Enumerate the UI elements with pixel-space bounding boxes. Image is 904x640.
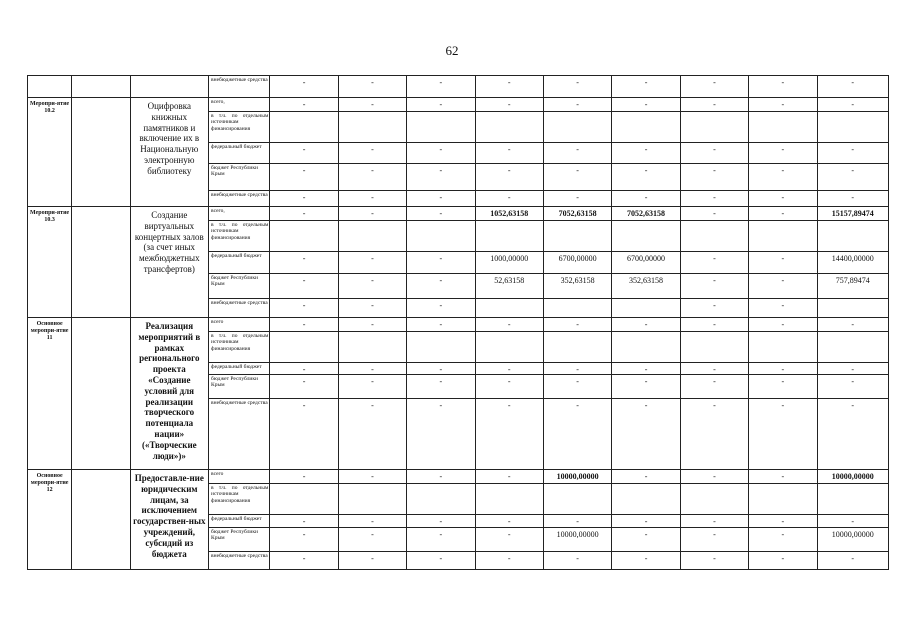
- value-cell: 6700,00000: [543, 252, 611, 274]
- value-cell: -: [612, 375, 680, 399]
- funding-source: в т.ч. по отдельным источникам финансирования: [209, 221, 270, 252]
- page-number: 62: [445, 43, 459, 58]
- value-cell: 52,63158: [475, 274, 543, 299]
- value-cell: 10000,00000: [817, 528, 889, 552]
- funding-source: федеральный бюджет: [209, 252, 270, 274]
- value-cell: -: [817, 98, 889, 112]
- value-cell: -: [543, 143, 611, 164]
- table-row: [28, 470, 889, 484]
- value-cell: -: [338, 375, 406, 399]
- value-cell: -: [543, 363, 611, 375]
- funding-source: внебюджетные средства: [209, 191, 270, 207]
- value-cell: [749, 484, 817, 515]
- value-cell: -: [475, 318, 543, 332]
- funding-source: внебюджетные средства: [209, 552, 270, 570]
- table-row: [28, 76, 889, 98]
- value-cell: -: [338, 191, 406, 207]
- funding-source: всего,: [209, 207, 270, 221]
- value-cell: -: [612, 98, 680, 112]
- value-cell: -: [270, 318, 338, 332]
- value-cell: [407, 221, 475, 252]
- value-cell: -: [407, 363, 475, 375]
- value-cell: -: [543, 318, 611, 332]
- value-cell: -: [680, 470, 748, 484]
- measure-label: Основное меропри-ятие 11: [28, 318, 72, 470]
- value-cell: [543, 299, 611, 318]
- value-cell: -: [612, 470, 680, 484]
- value-cell: -: [817, 515, 889, 528]
- value-cell: -: [817, 552, 889, 570]
- value-cell: -: [338, 76, 406, 98]
- value-cell: [475, 332, 543, 363]
- value-cell: [475, 221, 543, 252]
- value-cell: 7052,63158: [612, 207, 680, 221]
- value-cell: [270, 484, 338, 515]
- table-row: [28, 98, 889, 112]
- responsible-cell: [72, 76, 130, 98]
- value-cell: -: [338, 274, 406, 299]
- measure-name: Создание виртуальных концертных залов (за счет иных межбюджетных трансфертов): [130, 207, 208, 318]
- value-cell: -: [475, 76, 543, 98]
- value-cell: -: [338, 318, 406, 332]
- value-cell: 352,63158: [612, 274, 680, 299]
- value-cell: -: [407, 164, 475, 191]
- value-cell: [612, 221, 680, 252]
- value-cell: -: [407, 528, 475, 552]
- value-cell: -: [270, 252, 338, 274]
- value-cell: -: [338, 363, 406, 375]
- value-cell: -: [680, 299, 748, 318]
- value-cell: -: [543, 515, 611, 528]
- value-cell: [680, 332, 748, 363]
- funding-source-cell: внебюджетные средства: [209, 76, 270, 98]
- value-cell: -: [749, 207, 817, 221]
- measure-label: Основное меропри-ятие 12: [28, 470, 72, 570]
- value-cell: -: [407, 207, 475, 221]
- value-cell: -: [475, 191, 543, 207]
- value-cell: -: [817, 143, 889, 164]
- value-cell: [270, 221, 338, 252]
- table-row: [28, 318, 889, 332]
- value-cell: -: [270, 274, 338, 299]
- value-cell: -: [680, 363, 748, 375]
- value-cell: -: [270, 299, 338, 318]
- value-cell: [749, 332, 817, 363]
- value-cell: -: [270, 76, 338, 98]
- measure-name: Оцифровка книжных памятников и включение их в Национальную электронную библиотеку: [130, 98, 208, 207]
- value-cell: [817, 112, 889, 143]
- value-cell: -: [270, 143, 338, 164]
- value-cell: -: [270, 191, 338, 207]
- value-cell: -: [749, 252, 817, 274]
- responsible-cell: [72, 207, 130, 318]
- measure-name: Предоставле-ние юридическим лицам, за исключением государствен-ных учреждений, субсидий из бюджета: [130, 470, 208, 570]
- value-cell: -: [475, 363, 543, 375]
- value-cell: [338, 484, 406, 515]
- value-cell: 7052,63158: [543, 207, 611, 221]
- value-cell: -: [407, 252, 475, 274]
- value-cell: [612, 484, 680, 515]
- value-cell: -: [680, 375, 748, 399]
- value-cell: -: [407, 375, 475, 399]
- funding-source: всего: [209, 318, 270, 332]
- value-cell: -: [749, 515, 817, 528]
- value-cell: -: [475, 470, 543, 484]
- value-cell: -: [749, 143, 817, 164]
- value-cell: -: [749, 299, 817, 318]
- funding-source: федеральный бюджет: [209, 515, 270, 528]
- value-cell: -: [749, 375, 817, 399]
- value-cell: [338, 332, 406, 363]
- value-cell: 757,89474: [817, 274, 889, 299]
- value-cell: -: [270, 363, 338, 375]
- value-cell: -: [338, 299, 406, 318]
- value-cell: -: [817, 164, 889, 191]
- value-cell: -: [612, 552, 680, 570]
- value-cell: -: [407, 515, 475, 528]
- value-cell: [680, 484, 748, 515]
- value-cell: -: [338, 98, 406, 112]
- responsible-cell: [72, 470, 130, 570]
- value-cell: -: [407, 143, 475, 164]
- funding-source: бюджет Республики Крым: [209, 528, 270, 552]
- value-cell: -: [817, 399, 889, 470]
- value-cell: [543, 332, 611, 363]
- value-cell: -: [270, 98, 338, 112]
- value-cell: -: [612, 399, 680, 470]
- value-cell: -: [475, 98, 543, 112]
- value-cell: -: [680, 515, 748, 528]
- value-cell: -: [338, 515, 406, 528]
- value-cell: -: [543, 98, 611, 112]
- value-cell: -: [817, 76, 889, 98]
- value-cell: -: [543, 191, 611, 207]
- value-cell: [612, 332, 680, 363]
- value-cell: -: [407, 299, 475, 318]
- value-cell: -: [749, 552, 817, 570]
- measure-name-cell: [130, 76, 208, 98]
- funding-source: бюджет Республики Крым: [209, 274, 270, 299]
- funding-source: внебюджетные средства: [209, 299, 270, 318]
- value-cell: -: [407, 191, 475, 207]
- value-cell: 10000,00000: [543, 528, 611, 552]
- funding-source: внебюджетные средства: [209, 399, 270, 470]
- value-cell: [817, 484, 889, 515]
- value-cell: [407, 332, 475, 363]
- value-cell: -: [475, 515, 543, 528]
- value-cell: -: [543, 76, 611, 98]
- value-cell: 1052,63158: [475, 207, 543, 221]
- value-cell: [475, 299, 543, 318]
- value-cell: -: [680, 528, 748, 552]
- funding-source: бюджет Республики Крым: [209, 164, 270, 191]
- value-cell: -: [680, 164, 748, 191]
- value-cell: -: [612, 164, 680, 191]
- value-cell: -: [270, 207, 338, 221]
- value-cell: [817, 299, 889, 318]
- value-cell: [407, 112, 475, 143]
- value-cell: -: [749, 399, 817, 470]
- value-cell: -: [407, 274, 475, 299]
- value-cell: -: [270, 515, 338, 528]
- measure-label: Меропри-ятие 10.2: [28, 98, 72, 207]
- value-cell: -: [475, 528, 543, 552]
- funding-source: всего,: [209, 98, 270, 112]
- value-cell: -: [543, 164, 611, 191]
- value-cell: -: [817, 375, 889, 399]
- value-cell: -: [749, 76, 817, 98]
- value-cell: [680, 221, 748, 252]
- value-cell: -: [543, 375, 611, 399]
- value-cell: -: [612, 191, 680, 207]
- value-cell: -: [817, 191, 889, 207]
- value-cell: -: [680, 552, 748, 570]
- funding-source: всего: [209, 470, 270, 484]
- value-cell: -: [749, 274, 817, 299]
- value-cell: -: [338, 552, 406, 570]
- value-cell: [338, 221, 406, 252]
- value-cell: -: [749, 363, 817, 375]
- value-cell: [475, 112, 543, 143]
- value-cell: -: [543, 552, 611, 570]
- value-cell: -: [749, 470, 817, 484]
- value-cell: -: [338, 143, 406, 164]
- measure-name: Реализация мероприятий в рамках регионального проекта «Создание условий для реализации творческого потенциала нации» («Творческие люди»)»: [130, 318, 208, 470]
- funding-source: федеральный бюджет: [209, 363, 270, 375]
- value-cell: -: [680, 252, 748, 274]
- value-cell: -: [338, 528, 406, 552]
- value-cell: [749, 112, 817, 143]
- value-cell: -: [407, 470, 475, 484]
- value-cell: -: [475, 375, 543, 399]
- value-cell: [338, 112, 406, 143]
- value-cell: -: [338, 207, 406, 221]
- value-cell: -: [270, 528, 338, 552]
- value-cell: -: [612, 318, 680, 332]
- value-cell: -: [612, 515, 680, 528]
- value-cell: 14400,00000: [817, 252, 889, 274]
- value-cell: -: [680, 191, 748, 207]
- value-cell: -: [338, 470, 406, 484]
- measure-label: Меропри-ятие 10.3: [28, 207, 72, 318]
- value-cell: 15157,89474: [817, 207, 889, 221]
- value-cell: 1000,00000: [475, 252, 543, 274]
- value-cell: [612, 112, 680, 143]
- value-cell: 10000,00000: [543, 470, 611, 484]
- funding-source: федеральный бюджет: [209, 143, 270, 164]
- value-cell: -: [338, 164, 406, 191]
- value-cell: -: [407, 76, 475, 98]
- funding-source: в т.ч. по отдельным источникам финансирования: [209, 332, 270, 363]
- value-cell: -: [475, 399, 543, 470]
- value-cell: -: [612, 76, 680, 98]
- value-cell: -: [612, 363, 680, 375]
- value-cell: -: [680, 399, 748, 470]
- value-cell: -: [612, 528, 680, 552]
- value-cell: [680, 112, 748, 143]
- value-cell: -: [817, 318, 889, 332]
- value-cell: -: [749, 318, 817, 332]
- value-cell: -: [680, 76, 748, 98]
- value-cell: -: [407, 98, 475, 112]
- value-cell: -: [749, 191, 817, 207]
- value-cell: [817, 221, 889, 252]
- value-cell: -: [680, 98, 748, 112]
- value-cell: -: [475, 552, 543, 570]
- value-cell: -: [407, 399, 475, 470]
- value-cell: -: [270, 470, 338, 484]
- value-cell: 10000,00000: [817, 470, 889, 484]
- value-cell: -: [749, 164, 817, 191]
- funding-source: в т.ч. по отдельным источникам финансирования: [209, 484, 270, 515]
- value-cell: [612, 299, 680, 318]
- value-cell: [475, 484, 543, 515]
- value-cell: -: [749, 98, 817, 112]
- value-cell: -: [680, 143, 748, 164]
- value-cell: -: [680, 274, 748, 299]
- value-cell: -: [612, 143, 680, 164]
- value-cell: -: [270, 164, 338, 191]
- responsible-cell: [72, 318, 130, 470]
- value-cell: [543, 484, 611, 515]
- value-cell: -: [817, 363, 889, 375]
- value-cell: 6700,00000: [612, 252, 680, 274]
- value-cell: -: [270, 552, 338, 570]
- value-cell: 352,63158: [543, 274, 611, 299]
- value-cell: -: [270, 375, 338, 399]
- funding-source: в т.ч. по отдельным источникам финансирования: [209, 112, 270, 143]
- responsible-cell: [72, 98, 130, 207]
- value-cell: [270, 332, 338, 363]
- value-cell: -: [543, 399, 611, 470]
- value-cell: -: [749, 528, 817, 552]
- value-cell: [407, 484, 475, 515]
- value-cell: -: [475, 143, 543, 164]
- value-cell: -: [680, 207, 748, 221]
- value-cell: -: [338, 252, 406, 274]
- funding-table: [27, 75, 889, 570]
- value-cell: [749, 221, 817, 252]
- funding-source: бюджет Республики Крым: [209, 375, 270, 399]
- value-cell: -: [407, 318, 475, 332]
- value-cell: [817, 332, 889, 363]
- value-cell: -: [270, 399, 338, 470]
- table-row: [28, 207, 889, 221]
- value-cell: [543, 221, 611, 252]
- value-cell: -: [680, 318, 748, 332]
- value-cell: -: [338, 399, 406, 470]
- value-cell: -: [475, 164, 543, 191]
- value-cell: [543, 112, 611, 143]
- value-cell: [270, 112, 338, 143]
- value-cell: -: [407, 552, 475, 570]
- measure-cell: [28, 76, 72, 98]
